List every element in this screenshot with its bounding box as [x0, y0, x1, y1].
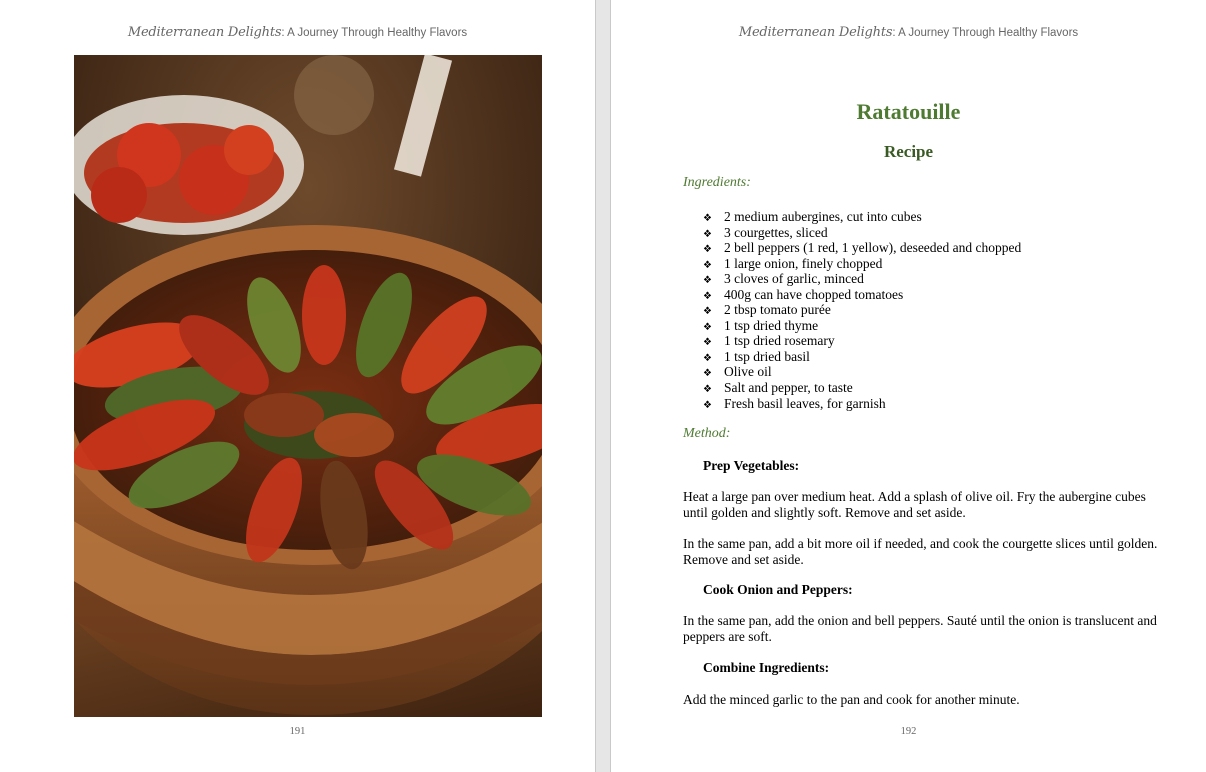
step-heading-combine-ingredients: Combine Ingredients:: [703, 660, 830, 675]
bullet-icon: ❖: [703, 290, 712, 302]
bullet-icon: ❖: [703, 352, 712, 364]
ingredient-text: Fresh basil leaves, for garnish: [724, 395, 886, 411]
header-book-title: Mediterranean Delights: [127, 25, 282, 40]
step-paragraph: Add the minced garlic to the pan and cook for another minute.: [683, 692, 1020, 707]
gutter-divider-left: [595, 0, 596, 772]
ingredient-text: 400g can have chopped tomatoes: [724, 286, 904, 302]
ingredient-item: [703, 256, 1021, 272]
ingredient-text: 1 tsp dried basil: [724, 348, 810, 364]
ingredient-item: [703, 287, 1021, 303]
ingredient-item: [703, 209, 1021, 225]
bullet-icon: ❖: [703, 228, 712, 240]
running-header: [0, 25, 595, 40]
step-paragraph: Heat a large pan over medium heat. Add a splash of olive oil. Fry the aubergine cubes until golden and slightly soft. Remove and set aside.: [683, 489, 1146, 520]
ingredient-item: [703, 364, 1021, 380]
method-label: Method:: [683, 426, 731, 441]
ingredient-item: [703, 318, 1021, 334]
header-book-subtitle: : A Journey Through Healthy Flavors: [892, 27, 1079, 39]
page-number: 192: [900, 726, 917, 737]
bullet-icon: ❖: [703, 321, 712, 333]
ingredient-text: 3 cloves of garlic, minced: [724, 271, 864, 287]
page-number: 191: [289, 726, 306, 737]
page-gutter: [595, 0, 611, 772]
ingredient-item: [703, 225, 1021, 241]
ingredient-item: [703, 240, 1021, 256]
ingredient-item: [703, 396, 1021, 412]
ingredient-text: 1 tsp dried thyme: [724, 317, 819, 333]
ingredient-text: Olive oil: [724, 364, 772, 380]
step-heading-prep-vegetables: Prep Vegetables:: [703, 458, 800, 473]
ingredient-item: [703, 380, 1021, 396]
ingredient-text: 3 courgettes, sliced: [724, 224, 828, 240]
ingredient-text: 2 bell peppers (1 red, 1 yellow), deseeded and chopped: [724, 240, 1022, 256]
bullet-icon: ❖: [703, 399, 712, 411]
page-left: [0, 0, 595, 772]
ingredient-item: [703, 271, 1021, 287]
bullet-icon: ❖: [703, 259, 712, 271]
bullet-icon: ❖: [703, 384, 712, 396]
ingredient-text: Salt and pepper, to taste: [724, 380, 853, 396]
bullet-icon: ❖: [703, 306, 712, 318]
ingredient-text: 2 tbsp tomato purée: [724, 302, 831, 318]
bullet-icon: ❖: [703, 213, 712, 224]
header-book-subtitle: : A Journey Through Healthy Flavors: [281, 27, 468, 39]
recipe-subtitle: Recipe: [883, 142, 934, 161]
page-right: [611, 0, 1206, 772]
ingredient-item: [703, 349, 1021, 365]
ingredient-text: 2 medium aubergines, cut into cubes: [724, 209, 922, 224]
step-paragraph: In the same pan, add the onion and bell peppers. Sauté until the onion is translucent and peppers are soft.: [683, 613, 1157, 644]
ratatouille-illustration: [74, 55, 542, 717]
step-heading-cook-onion-peppers: Cook Onion and Peppers:: [703, 582, 853, 597]
bullet-icon: ❖: [703, 244, 712, 256]
bullet-icon: ❖: [703, 368, 712, 380]
bullet-icon: ❖: [703, 275, 712, 287]
step-paragraph: In the same pan, add a bit more oil if needed, and cook the courgette slices until golden. Remove and set aside.: [683, 536, 1158, 567]
bullet-icon: ❖: [703, 337, 712, 349]
header-book-title: Mediterranean Delights: [738, 25, 893, 40]
ratatouille-photo: [74, 55, 542, 717]
ingredients-label: Ingredients:: [683, 175, 751, 190]
ingredient-text: 1 tsp dried rosemary: [724, 333, 835, 349]
ingredient-item: [703, 302, 1021, 318]
running-header: [611, 25, 1206, 40]
ingredients-list: [703, 209, 1021, 411]
ingredient-item: [703, 333, 1021, 349]
recipe-title: Ratatouille: [856, 99, 961, 124]
ingredient-text: 1 large onion, finely chopped: [724, 255, 883, 271]
